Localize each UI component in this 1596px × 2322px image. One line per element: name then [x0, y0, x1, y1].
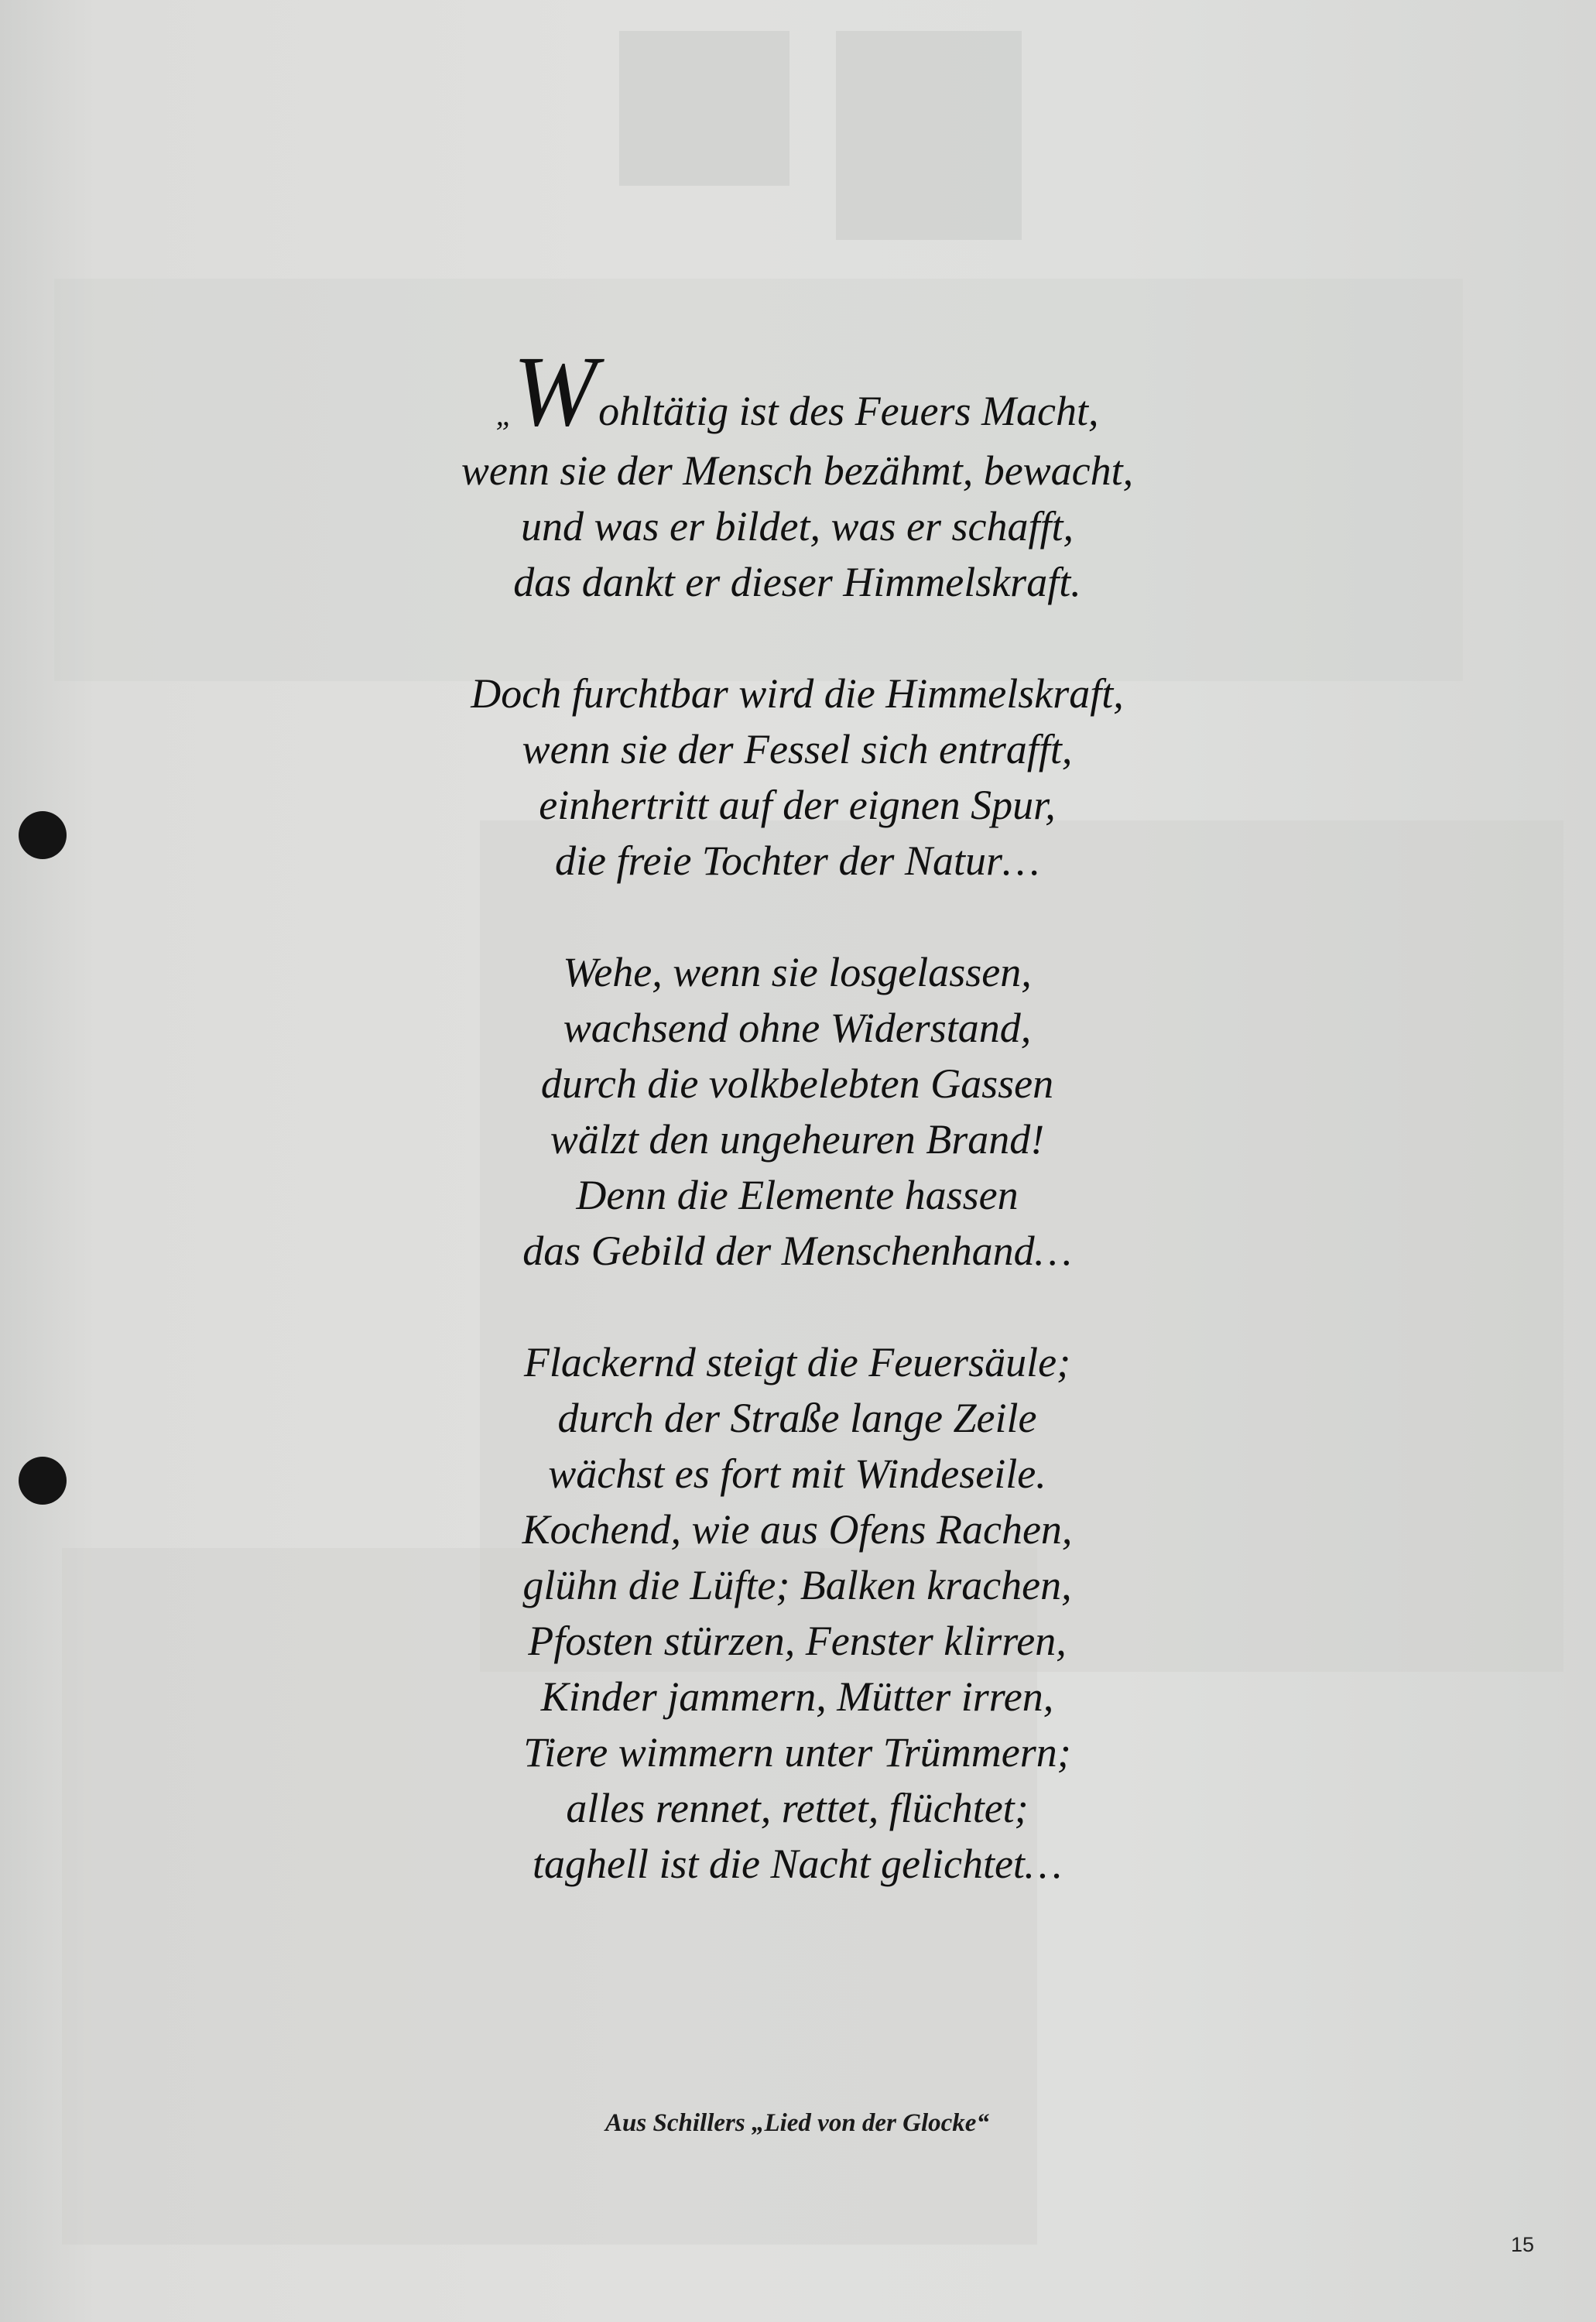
poem-line: Doch furchtbar wird die Himmelskraft,: [471, 670, 1124, 717]
poem-line: Flackernd steigt die Feuersäule;: [523, 1339, 1071, 1385]
poem-line: wächst es fort mit Windeseile.: [548, 1450, 1046, 1497]
poem-stanza: [333, 1334, 1262, 1892]
poem-line: wenn sie der Fessel sich entrafft,: [522, 726, 1073, 772]
page-number: 15: [1511, 2233, 1535, 2256]
poem-line: Wehe, wenn sie losgelassen,: [563, 949, 1032, 995]
poem: [333, 336, 1262, 1947]
poem-line: wachsend ohne Widerstand,: [563, 1005, 1032, 1051]
drop-cap: W: [512, 336, 598, 447]
poem-line: wenn sie der Mensch bezähmt, bewacht,: [461, 447, 1134, 494]
poem-line: Kinder jammern, Mütter irren,: [540, 1673, 1054, 1720]
opening-quote: „: [495, 397, 513, 432]
first-line-text: ohltätig ist des Feuers Macht,: [598, 388, 1099, 434]
poem-line: das dankt er dieser Himmelskraft.: [513, 559, 1081, 605]
poem-stanza: [333, 336, 1262, 610]
poem-first-line: [333, 336, 1262, 447]
punch-hole: [19, 1457, 67, 1505]
poem-stanza: [333, 666, 1262, 889]
poem-line: das Gebild der Menschenhand…: [522, 1228, 1072, 1274]
poem-line: Kochend, wie aus Ofens Rachen,: [522, 1506, 1073, 1553]
poem-line: und was er bildet, was er schafft,: [521, 503, 1074, 550]
source-attribution: Aus Schillers „Lied von der Glocke“: [605, 2109, 989, 2137]
poem-line: wälzt den ungeheuren Brand!: [550, 1116, 1045, 1163]
poem-line: durch der Straße lange Zeile: [557, 1395, 1037, 1441]
poem-line: Pfosten stürzen, Fenster klirren,: [528, 1618, 1067, 1664]
poem-line: alles rennet, rettet, flüchtet;: [566, 1785, 1029, 1831]
show-through-block: [836, 31, 1022, 240]
poem-line: Tiere wimmern unter Trümmern;: [523, 1729, 1071, 1776]
poem-stanza: [333, 944, 1262, 1279]
poem-line: die freie Tochter der Natur…: [555, 837, 1039, 884]
punch-hole: [19, 811, 67, 859]
poem-line: durch die volkbelebten Gassen: [540, 1060, 1054, 1107]
poem-line: Denn die Elemente hassen: [576, 1172, 1019, 1218]
poem-line: einhertritt auf der eignen Spur,: [539, 782, 1056, 828]
poem-line: taghell ist die Nacht gelichtet…: [533, 1841, 1062, 1887]
show-through-block: [619, 31, 789, 186]
poem-line: glühn die Lüfte; Balken krachen,: [522, 1562, 1072, 1608]
